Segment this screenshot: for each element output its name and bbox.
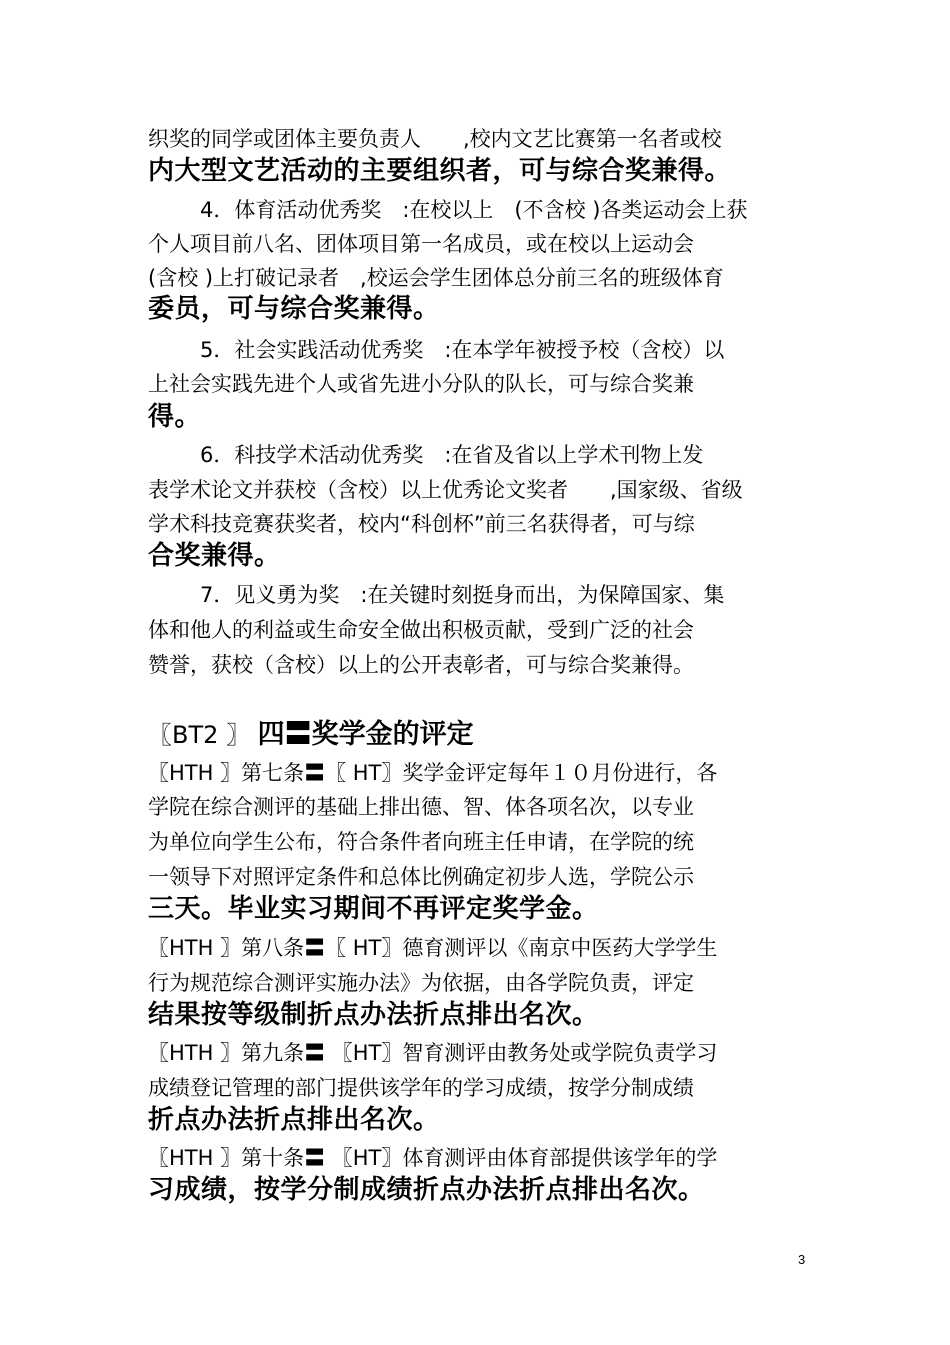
section-heading [148,720,474,752]
text-line: (含校 )上打破记录者 ,校运会学生团体总分前三名的班级体育 [148,266,724,290]
article-line: 结果按等级制折点办法折点排出名次。 [148,1000,599,1030]
article-line: 为单位向学生公布，符合条件者向班主任申请，在学院的统 [148,830,694,854]
text-line: 7．见义勇为奖 :在关键时刻挺身而出，为保障国家、集 [200,583,725,607]
section-title: 四〓奖学金的评定 [257,719,474,750]
text-line: 6．科技学术活动优秀奖 :在省及省以上学术刊物上发 [200,443,704,467]
article-line: 一领导下对照评定条件和总体比例确定初步人选，学院公示 [148,865,694,889]
section-tag: 〖BT2 〗 [148,721,251,749]
article-line: 〖HTH 〗第九条〓 〖HT〗智育测评由教务处或学院负责学习 [148,1041,718,1065]
article-line: 折点办法折点排出名次。 [148,1105,440,1135]
text-line: 合奖兼得。 [148,541,281,571]
text-line: 委员，可与综合奖兼得。 [148,294,440,324]
text-line: 织奖的同学或团体主要负责人 ,校内文艺比赛第一名者或校 [148,127,722,151]
text-line: 学术科技竞赛获奖者，校内“科创杯”前三名获得者，可与综 [148,512,695,536]
text-line: 4．体育活动优秀奖 :在校以上 (不含校 )各类运动会上获 [200,198,748,222]
text-line: 表学术论文并获校（含校）以上优秀论文奖者 ,国家级、省级 [148,478,743,502]
text-line: 得。 [148,402,202,432]
article-line: 〖HTH 〗第十条〓 〖HT〗体育测评由体育部提供该学年的学 [148,1146,718,1170]
article-line: 习成绩，按学分制成绩折点办法折点排出名次。 [148,1175,705,1205]
text-line: 内大型文艺活动的主要组织者，可与综合奖兼得。 [148,156,732,186]
page-number: 3 [798,1252,806,1267]
text-line: 个人项目前八名、团体项目第一名成员，或在校以上运动会 [148,232,694,256]
article-line: 行为规范综合测评实施办法》为依据，由各学院负责，评定 [148,971,694,995]
article-line: 成绩登记管理的部门提供该学年的学习成绩，按学分制成绩 [148,1076,694,1100]
text-line: 5．社会实践活动优秀奖 :在本学年被授予校（含校）以 [200,338,725,362]
text-line: 上社会实践先进个人或省先进小分队的队长，可与综合奖兼 [148,372,694,396]
article-line: 〖HTH 〗第七条〓〖 HT〗奖学金评定每年１０月份进行，各 [148,761,718,785]
article-line: 学院在综合测评的基础上排出德、智、体各项名次，以专业 [148,795,694,819]
text-line: 体和他人的利益或生命安全做出积极贡献，受到广泛的社会 [148,618,694,642]
article-line: 〖HTH 〗第八条〓〖 HT〗德育测评以《南京中医药大学学生 [148,936,718,960]
text-line: 赞誉，获校（含校）以上的公开表彰者，可与综合奖兼得。 [148,653,694,677]
article-line: 三天。毕业实习期间不再评定奖学金。 [148,894,599,924]
